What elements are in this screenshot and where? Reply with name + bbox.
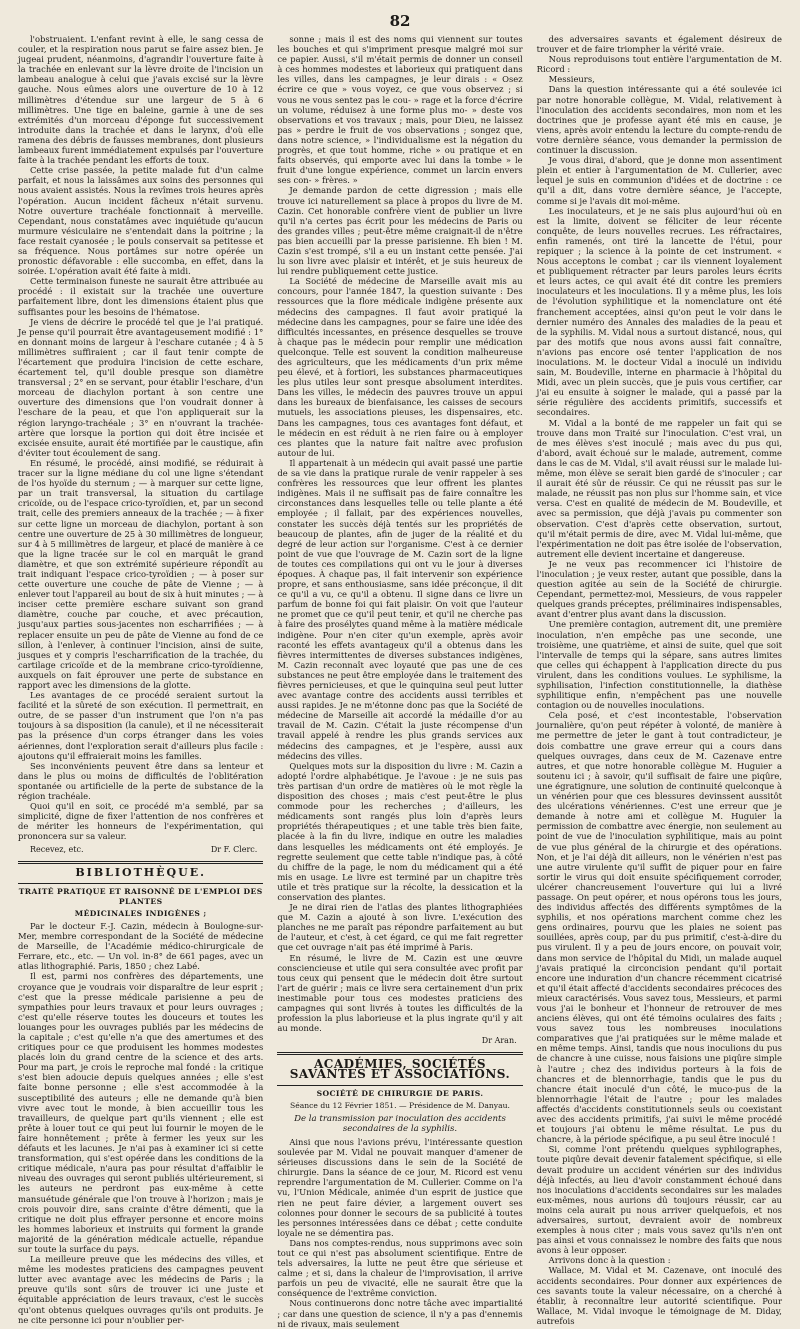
section-divider: [277, 1052, 522, 1055]
article-paragraph: Ses inconvénients peuvent être dans sa lenteur et dans le plus ou moins de difficultés de l'oblitération spontanée ou artificielle de la perte de substance de la région trachéale.: [18, 760, 264, 802]
article-paragraph: Les avantages de ce procédé seraient surtout la facilité et la sûreté de son exécution. Il permettrait, en outre, de se passer d'un instrument que l'on n'a pas toujours à sa disposition (la canule), et il ne nécessiterait pas la présence d'un corps étranger dans les voies aériennes, dont l'exploration serait d'ailleurs plus facile : ajoutons qu'il effraierait moins les familles.: [18, 690, 264, 761]
report-paragraph: Cela posé, et c'est incontestable, l'observation journalière, qu'on peut répéter à volonté, de manière à me permettre de jeter le gant à tout contradicteur, je dois combattre une grave erreur qui a cours dans quelques ouvrages, dans ceux de M. Cazenave entre autres, et que notre honorable collègue M. Huguier a soutenu ici ; à savoir, qu'il suffisait de faire une piqûre, une égratignure, une solution de continuité quelconque à un vénérien pour que ces blessures devinssent aussitôt des ulcérations vénériennes. C'est une erreur que je demande à notre ami et collègue M. Huguier la permission de combattre avec énergie, non seulement au point de vue de l'inoculation syphilitique, mais au point de vue plus général de la chirurgie et des opérations. Non, et je l'ai déjà dit ailleurs, non le vénérien n'est pas une autre virulente qu'il suffit de piquer pour en faire sortir le virus qui doit ensuite spécifiquement corroder, ulcérer chancreusement l'ouverture qui lui a livré passage. On peut opérer, et nous opérons tous les jours, des individus affectés des différents symptômes de la syphilis, et nos opérations marchent comme chez les gens ordinaires, pourvu que les plaies ne soient pas souillées, après coup, par du pus primitif, c'est-à-dire du pus virulent. Il y a peu de jours encore, on pouvait voir, dans mon service de l'hôpital du Midi, un malade auquel j'avais pratiqué la circoncision pendant qu'il portait encore une induration d'un chancre récemment cicatrisé et qu'il était affecté d'accidents secondaires précoces des mieux caractérisés. Vous savez tous, Messieurs, et parmi vous j'ai le bonheur et l'honneur de retrouver de mes anciens élèves, qui ont été témoins oculaires des faits ; vous savez tous les nombreuses inoculations comparatives que j'ai pratiquées sur le même malade et en même temps. Ainsi, tandis que nous inoculions du pus de chancre à une cuisse, nous faisions une piqûre simple à l'autre ; chez des individus porteurs à la fois de chancres et de blennorrhagie, tandis que le pus du chancre était inoculé d'un côté, le muco-pus de la blennorrhagie l'était de l'autre ; pour les malades affectés d'accidents constitutionnels seuls ou coexistant avec des accidents primitifs, j'ai suivi le même procédé et toujours j'ai obtenu le même résultat. Le pus du chancre, à la période spécifique, a pu seul être inoculé !: [536, 710, 782, 1145]
review-paragraph: Il appartenait à un médecin qui avait passé une partie de sa vie dans la pratique rurale de venir rappeler à ses confrères les ressources que leur offrent les plantes indigènes. Mais il ne suffisait pas de faire connaître les circonstances dans lesquelles telle ou telle plante a été employée ; il fallait, par des expériences nouvelles, constater les succès déjà tentés sur les propriétés de beaucoup de plantes, afin de juger de la réalité et du degré de leur action sur l'organisme. C'est à ce dernier point de vue que l'ouvrage de M. Cazin sort de la ligne de toutes ces compilations qui ont vu le jour à diverses époques. À chaque pas, il fait intervenir son expérience propre, et sans enthousiasme, sans idée préconçue, il dit ce qu'il a vu, ce qu'il a obtenu. Il signe dans ce livre un parfum de bonne foi qui fait plaisir. On voit que l'auteur ne promet que ce qu'il peut tenir, et qu'il ne cherche pas à faire des prosélytes quand même à la matière médicale indigène. Pour n'en citer qu'un exemple, après avoir raconté les effets avantageux qu'il a obtenus dans les fièvres intermittentes de diverses substances indigènes, M. Cazin reconnaît avec loyauté que pas une de ces substances ne peut être employée dans le traitement des fièvres pernicieuses, et que le quinquina seul peut lutter avec avantage contre des accidents aussi terribles et aussi rapides. Je ne m'étonne donc pas que la Société de médecine de Marseille ait accordé la médaille d'or au travail de M. Cazin. C'était la juste récompense d'un travail appelé à rendre les plus grands services aux médecins des campagnes, et je l'espère, aussi aux médecins des villes.: [277, 457, 523, 761]
report-paragraph: Je ne veux pas recommencer ici l'histoire de l'inoculation ; je veux rester, autant que possible, dans la question agitée au sein de la Société de chirurgie. Cependant, permettez-moi, Messieurs, de vous rappeler quelques grands préceptes, préliminaires indispensables, avant d'entrer plus avant dans la discussion.: [536, 558, 782, 620]
report-paragraph: Nous reproduisons tout entière l'argumentation de M. Ricord :: [536, 54, 782, 75]
article-paragraph: l'obstruaient. L'enfant revint à elle, le sang cessa de couler, et la respiration nous parut se faire assez bien. Je jugeai prudent, néanmoins, d'agrandir l'ouverture faite à la trachée en enlevant sur la lèvre droite de l'incision un lambeau analogue à celui que j'avais excisé sur la lèvre gauche. Nous eûmes alors une ouverture de 10 à 12 millimètres d'étendue sur une largeur de 5 à 6 millimètres. Une tige en baleine, garnie à une de ses extrémités d'un morceau d'éponge fut successivement introduite dans la trachée et dans le larynx, d'où elle ramena des débris de fausses membranes, dont plusieurs lambeaux furent immédiatement expulsés par l'ouverture faite à la trachée pendant les efforts de toux.: [18, 34, 264, 166]
review-paragraph: La meilleure preuve que les médecins des villes, et même les modestes praticiens des campagnes peuvent lutter avec avantage avec les médecins de Paris ; la preuve qu'ils sont sûrs de trouver ici une juste et équitable appréciation de leurs travaux, c'est le succès qu'ont obtenus quelques ouvrages qu'ils ont produits. Je ne cite personne ici pour n'oublier per-: [18, 1254, 264, 1325]
report-paragraph: Dans la question intéressante qui a été soulevée ici par notre honorable collègue, M. Vidal, relativement à l'inoculation des accidents secondaires, mon nom et les doctrines que je professe ayant été mis en cause, je viens, après avoir entendu la lecture du compte-rendu de votre dernière séance, vous demander la permission de continuer la discussion.: [536, 84, 782, 156]
review-paragraph: Il est, parmi nos confrères des départements, une croyance que je voudrais voir disparaître de leur esprit ; c'est que la presse médicale parisienne a peu de sympathies pour leurs travaux et pour leurs ouvrages ; c'est qu'elle réserve toutes les douceurs et toutes les louanges pour les ouvrages publiés par les médecins de la capitale ; c'est qu'elle n'a que des amertumes et des critiques pour ce que produisent les hommes modestes placés loin du grand centre de la science et des arts. Pour ma part, je crois le reproche mal fondé : la critique s'est bien adoucie depuis quelques années ; elle s'est faite bonne personne ; elle s'est accommodée à la susceptibilité des auteurs ; elle ne demande qu'à bien vivre avec tout le monde, à bien accueillir tous les travailleurs, de quelque part qu'ils viennent ; elle est prête à louer tout ce qui peut lui fournir le moyen de le faire honnêtement ; prête à fermer les yeux sur les défauts et les lacunes. Je n'ai pas à examiner ici si cette transformation, qui s'est opérée dans les conditions de la critique médicale, n'aura pas pour résultat d'affaiblir le niveau des ouvrages qui seront publiés ultérieurement, si les auteurs ne perdront pas eux-même à cette mansuétude générale que l'on trouve à l'horizon ; mais je crois pouvoir dire, sans crainte d'être démenti, que la critique ne doit plus effrayer personne et encore moins les hommes laborieux et instruits qui forment la grande majorité de la génération médicale actuelle, répandue sur toute la surface du pays.: [18, 971, 264, 1254]
column-1: [18, 34, 264, 1325]
review-paragraph: La Société de médecine de Marseille avait mis au concours, pour l'année 1847, la question suivante : Des ressources que la flore médicale indigène présente aux médecins des campagnes. Il faut avoir pratiqué la médecine dans les campagnes, pour se faire une idée des difficultés incessantes, en présence desquelles se trouve à chaque pas le médecin pour remplir une médication quelconque. Telle est souvent la condition malheureuse des agriculteurs, que les médicaments d'un prix même peu élevé, et à fortiori, les substances pharmaceutiques les plus utiles leur sont presque absolument interdites. Dans les villes, le médecin des pauvres trouve un appui dans les bureaux de bienfaisance, les caisses de secours mutuels, les associations pieuses, les dispensaires, etc. Dans les campagnes, tous ces avantages font défaut, et le médecin en est réduit à ne rien faire ou à employer ces plantes que la nature fait naître avec profusion autour de lui.: [277, 276, 523, 458]
report-paragraph: Ainsi que nous l'avions prévu, l'intéressante question soulevée par M. Vidal ne pouvait manquer d'amener de sérieuses discussions dans le sein de la Société de chirurgie. Dans la séance de ce jour, M. Ricord est venu reprendre l'argumentation de M. Cullerier. Comme on l'a vu, l'Union Médicale, animée d'un esprit de justice que rien ne peut faire dévier, a largement ouvert ses colonnes pour donner le secours de sa publicité à toutes les personnes intéressées dans ce débat ; cette conduite loyale ne se démentira pas.: [277, 1136, 523, 1238]
section-divider: [18, 861, 263, 864]
society-name: SOCIÉTÉ DE CHIRURGIE DE PARIS.: [316, 1088, 484, 1098]
column-3: [536, 34, 782, 1326]
review-paragraph: Je ne dirai rien de l'atlas des plantes lithographiées que M. Cazin a ajouté à son livre. L'exécution des planches ne me paraît pas répondre parfaitement au but de l'auteur, et c'est, à cet égard, ce qui me fait regretter que cet ouvrage n'ait pas été imprimé à Paris.: [277, 902, 523, 953]
section-heading: BIBLIOTHÈQUE.: [75, 865, 206, 879]
closing-text: Recevez, etc.: [30, 844, 84, 854]
review-paragraph: Je demande pardon de cette digression ; mais elle trouve ici naturellement sa place à propos du livre de M. Cazin. Cet honorable confrère vient de publier un livre qu'il n'a certes pas écrit pour les médecins de Paris ou des grandes villes ; peut-être même craignait-il de n'être pas bien accueilli par la presse parisienne. Eh bien ! M. Cazin s'est trompé, s'il a eu un instant cette pensée. J'ai lu son livre avec plaisir et intérêt, et je suis heureux de lui rendre publiquement cette justice.: [277, 185, 523, 277]
section-divider: [277, 1085, 522, 1086]
book-title: TRAITÉ PRATIQUE ET RAISONNÉ DE L'EMPLOI DES PLANTES: [18, 886, 263, 906]
report-paragraph: Je vous dirai, d'abord, que je donne mon assentiment plein et entier à l'argumentation de M. Cullerier, avec lequel je suis en communion d'idées et de doctrine : ce qu'il a dit, dans votre dernière séance, je l'accepte, comme si je l'avais dit moi-même.: [536, 155, 782, 206]
signature-block: [30, 845, 257, 855]
report-paragraph: des adversaires savants et également désireux de trouver et de faire triompher la vérité vraie.: [536, 34, 782, 55]
report-paragraph: M. Vidal a la bonté de me rappeler un fait qui se trouve dans mon Traité sur l'inoculation. C'est vrai, un de mes élèves s'est inoculé ; mais avec du pus qui, d'abord, avait échoué sur le malade, autrement, comme dans le cas de M. Vidal, s'il avait réussi sur le malade lui-même, mon élève se serait bien gardé de s'inoculer ; car il aurait été sûr de réussir. Ce qui ne réussit pas sur le malade, ne réussit pas non plus sur l'homme sain, et vice versa. C'est en qualité de médecin de M. Boudeville, et avec sa permission, que déjà j'avais pu commenter son observation. C'est d'après cette observation, surtout, qu'il m'était permis de dire, avec M. Vidal lui-même, que l'expérimentation ne doit pas être isolée de l'observation, autrement elle devient incertaine et dangereuse.: [536, 417, 782, 559]
page-number: 82: [389, 12, 411, 30]
section-divider: [18, 883, 263, 884]
columns: [18, 34, 782, 1329]
report-paragraph: Nous continuerons donc notre tâche avec impartialité ; car dans une question de science, il n'y a pas d'ennemis ni de rivaux, mais seulement: [277, 1298, 523, 1329]
review-paragraph: Quelques mots sur la disposition du livre : M. Cazin a adopté l'ordre alphabétique. Je l'avoue : je ne suis pas très partisan d'un ordre de matières où le mot règle la disposition des choses ; mais c'est peut-être le plus commode pour les recherches ; d'ailleurs, les médicaments sont rangés plus loin d'après leurs propriétés thérapeutiques ; et une table très bien faite, placée à la fin du livre, indique en outre les maladies dans lesquelles les médicaments ont été employés. Je regrette seulement que cette table n'indique pas, à côté du chiffre de la page, le nom du médicament qui a été mis en usage. Le livre est terminé par un chapitre très utile et très pratique sur la récolte, la dessication et la conservation des plantes.: [277, 760, 523, 902]
report-paragraph: Wallace, M. Vidal et M. Cazenave, ont inoculé des accidents secondaires. Pour donner aux expériences de ces savants toute la valeur nécessaire, on a cherché à établir, à reconnaître leur autorité scientifique. Pour Wallace, M. Vidal invoque le témoignage de M. Diday, autrefois: [536, 1265, 782, 1326]
report-paragraph: Si, comme l'ont prétendu quelques syphilographes, toute piqûre devait devenir fatalement spécifique, si elle devait produire un accident vénérien sur des individus déjà infectés, au lieu d'avoir constamment échoué dans nos inoculations d'accidents secondaires sur les malades eux-mêmes, nous aurions dû toujours réussir, car au moins cela aurait pu nous arriver quelquefois, et nos adversaires, surtout, devraient avoir de nombreux exemples à nous citer ; mais vous savez qu'ils n'en ont pas ainsi et vous connaissez le nombre des faits que nous avons à leur opposer.: [536, 1144, 782, 1256]
author-signature: Dr F. Clerc.: [210, 844, 258, 854]
column-2: [277, 34, 523, 1329]
review-paragraph: En résumé, le livre de M. Cazin est une œuvre consciencieuse et utile qui sera consultée avec profit par tous ceux qui pensent que le médecin doit être surtout l'art de guérir ; mais ce livre sera certainement d'un prix inestimable pour tous ces modestes praticiens des campagnes qui sont livrés à toutes les difficultés de la profession la plus laborieuse et la plus ingrate qu'il y ait au monde.: [277, 952, 523, 1034]
report-paragraph: Arrivons donc à la question :: [548, 1255, 671, 1266]
article-paragraph: Je viens de décrire le procédé tel que je l'ai pratiqué. Je pense qu'il pourrait être avantageusement modifié : 1° en donnant moins de largeur à l'eschare cutanée ; 4 à 5 millimètres suffiraient ; car il faut tenir compte de l'écartement que produira l'incision de cette eschare, écartement tel, qu'il double presque son diamètre transversal ; 2° en se servant, pour établir l'eschare, d'un morceau de diachylon portant à son centre une ouverture des dimensions que l'on voudrait donner à l'eschare de la peau, et que l'on appliquerait sur la région laryngo-trachéale ; 3° en n'ouvrant la trachée-artère que lorsque la portion qui doit être incisée et excisée ensuite, aurait été mortifiée par le caustique, afin d'éviter tout écoulement de sang.: [18, 316, 264, 458]
report-paragraph: Dans nos comptes-rendus, nous supprimons avec soin tout ce qui n'est pas absolument scientifique. Entre de tels adversaires, la lutte ne peut être que sérieuse et calme ; et si, dans la chaleur de l'improvisation, il arrive parfois un peu de vivacité, elle ne saurait être que la conséquence de l'extrême conviction.: [277, 1237, 523, 1299]
report-paragraph: Les inoculateurs, et je ne sais plus aujourd'hui où en est la limite, doivent se féliciter de leur récente conquête, de leurs nouvelles recrues. Les réfractaires, enfin ramenés, ont tiré la lancette de l'étui, pour repiquer ; la science à la pointe de cet instrument. « Nous acceptons le combat ; car ils viennent loyalement et publiquement rétracter par leurs paroles leurs écrits et leurs actes, ce qui avait été dit contre les premiers inoculateurs et les inoculations. Il y a même plus, les lois de l'évolution syphilitique et la nomenclature ont été franchement acceptées, ainsi qu'on peut le voir dans le dernier numéro des Annales des maladies de la peau et de la syphilis. M. Vidal nous a surtout distancé, nous, qui par des motifs que nous avons aussi fait connaître, n'avions pas encore osé tenter l'application de nos inoculations. M. le docteur Vidal a inoculé un individu sain, M. Boudeville, interne en pharmacie à l'hôpital du Midi, avec un plein succès, que je puis vous certifier, car j'ai eu ensuite à soigner le malade, qui a passé par la série régulière des accidents primitifs, successifs et secondaires.: [536, 205, 782, 418]
review-paragraph: Par le docteur F.-J. Cazin, médecin à Boulogne-sur-Mer, membre correspondant de la Société de médecine de Marseille, de l'Académie médico-chirurgicale de Ferrare, etc., etc. — Un vol. in-8° de 661 pages, avec un atlas lithographié. Paris, 1850 ; chez Labé.: [18, 920, 264, 972]
article-paragraph: Cette crise passée, la petite malade fut d'un calme parfait, et nous la laissâmes aux soins des personnes qui nous avaient assistés. Nous la revîmes trois heures après l'opération. Aucun incident fâcheux n'était survenu. Notre ouverture trachéale fonctionnait à merveille. Cependant, nous constatâmes avec inquiétude qu'aucun murmure vésiculaire ne s'entendait dans la poitrine ; la face restait cyanosée ; le pouls conservait sa petitesse et sa fréquence. Nous portâmes sur notre opérée un pronostic défavorable : elle succomba, en effet, dans la soirée. L'opération avait été faite à midi.: [18, 165, 264, 277]
book-title-2: MÉDICINALES INDIGÈNES ;: [74, 908, 207, 918]
report-paragraph: Messieurs,: [548, 74, 595, 85]
session-date: Séance du 12 Février 1851. — Présidence de M. Danyau.: [290, 1100, 510, 1110]
article-paragraph: En résumé, le procédé, ainsi modifié, se réduirait à tracer sur la ligne médiane du col une ligne s'étendant de l'os hyoïde du sternum ; — à marquer sur cette ligne, par un trait transversal, la situation du cartilage cricoïde, ou de l'espace crico-tyroïdien, et, par un second trait, celle des premiers anneaux de la trachée ; — à fixer sur cette ligne un morceau de diachylon, portant à son centre une ouverture de 25 à 30 millimètres de longueur, sur 4 à 5 millimètres de largeur, et placé de manière à ce que la ligne tracée sur le col en marquât le grand diamètre, et que son extrémité supérieure répondît au trait indiquant l'espace crico-tyroïdien ; — à poser sur cette ouverture une couche de pâte de Vienne ; — à enlever tout l'appareil au bout de six à huit minutes ; — à inciser cette première eschare suivant son grand diamètre, couche par couche, et avec précaution, jusqu'aux parties sous-jacentes non escharrifiées ; — à replacer ensuite un peu de pâte de Vienne au fond de ce sillon, à l'enlever, à continuer l'incision, ainsi de suite, jusques et y compris l'escharrification de la trachée, du cartilage cricoïde et de la membrane crico-tyroïdienne, auxquels on fait éprouver une perte de substance en rapport avec les dimensions de la glotte.: [18, 457, 264, 690]
review-paragraph: sonne ; mais il est des noms qui viennent sur toutes les bouches et qui s'impriment presque malgré moi sur ce papier. Aussi, s'il m'était permis de donner un conseil à ces hommes modestes et laborieux qui pratiquent dans les villes, dans les campagnes, je leur dirais : « Osez écrire ce que » vous voyez, ce que vous observez ; si vous ne vous sentez pas le cou- » rage et la force d'écrire un volume, réduisez à une forme plus mo- » deste vos observations et vos travaux ; mais, pour Dieu, ne laissez pas » perdre le fruit de vos observations ; songez que, dans notre science, » l'individualisme est la négation du progrès, et que tout homme, riche » ou pratique et en faits observés, qui emporte avec lui dans la tombe » le fruit d'une longue expérience, commet un larcin envers ses con- » frères. »: [277, 34, 523, 186]
article-title: De la transmission par inoculation des accidents secondaires de la syphilis.: [294, 1113, 506, 1134]
article-paragraph: Cette terminaison funeste ne saurait être attribuée au procédé : il existait sur la trachée une ouverture parfaitement libre, dont les dimensions étaient plus que suffisantes pour les besoins de l'hématose.: [18, 276, 264, 317]
section-heading: ACADÉMIES, SOCIÉTÉS SAVANTES ET ASSOCIATIONS.: [289, 1057, 511, 1082]
report-paragraph: Une première contagion, autrement dit, une première inoculation, n'en empêche pas une seconde, une troisième, une quatrième, et ainsi de suite, quel que soit l'intervalle de temps qui la sépare, sans autres limites que celles qui échappent à l'application directe du pus virulent, dans les conditions voulues. Le syphilisme, la syphilisation, l'infection constitutionnelle, la diathèse syphilitique enfin, n'empêchent pas une nouvelle contagion ou de nouvelles inoculations.: [536, 619, 782, 711]
author-signature: Dr Aran.: [481, 1036, 517, 1046]
article-paragraph: Quoi qu'il en soit, ce procédé m'a semblé, par sa simplicité, digne de fixer l'attention de nos confrères et de mériter les honneurs de l'expérimentation, qui prononcera sur sa valeur.: [18, 801, 264, 842]
